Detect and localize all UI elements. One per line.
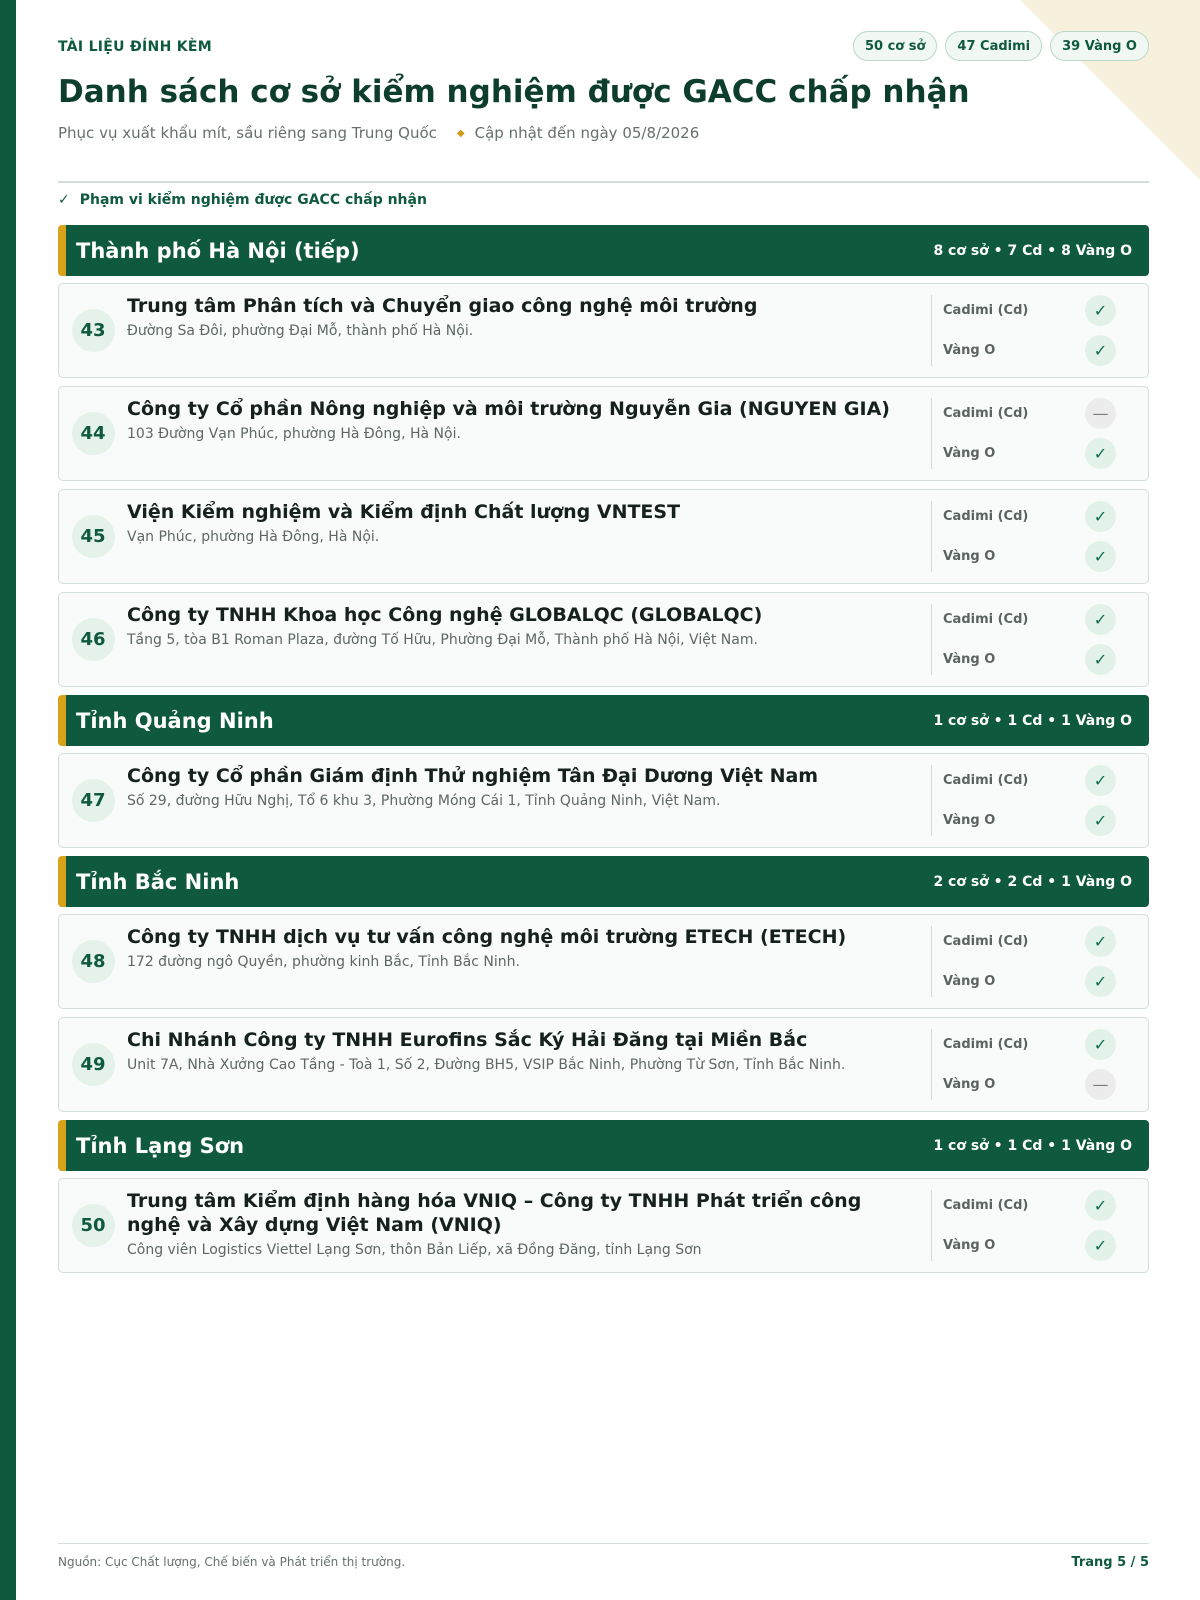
badge-total-labs: 50 cơ sở [853, 31, 937, 61]
region-header [58, 695, 1149, 746]
region-header [58, 225, 1149, 276]
lab-number-wrap [59, 1018, 127, 1111]
lab-card [58, 914, 1149, 1009]
check-icon: ✓ [1085, 1190, 1116, 1221]
scope-label: Vàng O [943, 652, 996, 667]
lab-address: Vạn Phúc, phường Hà Đông, Hà Nội. [127, 529, 380, 545]
lab-number-wrap [59, 915, 127, 1008]
lab-name: Công ty TNHH Khoa học Công nghệ GLOBALQC (GLOBALQC) [127, 604, 763, 626]
lab-name: Trung tâm Kiểm định hàng hóa VNIQ – Công ty TNHH Phát triển công nghệ và Xây dựng Việt Nam (VNIQ) [127, 1190, 862, 1236]
lab-name: Chi Nhánh Công ty TNHH Eurofins Sắc Ký Hải Đăng tại Miền Bắc [127, 1029, 808, 1051]
lab-number-badge: 46 [72, 618, 115, 661]
check-icon: ✓ [1085, 1230, 1116, 1261]
lab-number-wrap [59, 754, 127, 847]
left-accent-bar [0, 0, 16, 1600]
lab-number-badge: 45 [72, 515, 115, 558]
check-icon: ✓ [1085, 438, 1116, 469]
lab-card [58, 753, 1149, 848]
lab-card [58, 1017, 1149, 1112]
region-name: Tỉnh Lạng Sơn [76, 1133, 245, 1158]
check-icon: ✓ [1085, 926, 1116, 957]
lab-scopes [931, 765, 1148, 836]
lab-card [58, 386, 1149, 481]
lab-scopes [931, 1029, 1148, 1100]
scope-label: Cadimi (Cd) [943, 612, 1029, 627]
check-icon: ✓ [1085, 805, 1116, 836]
lab-info [127, 1018, 931, 1111]
header-divider [58, 181, 1149, 183]
scope-row-vang-o [943, 966, 1116, 997]
lab-number-badge: 47 [72, 779, 115, 822]
scope-label: Cadimi (Cd) [943, 773, 1029, 788]
lab-address: 172 đường ngô Quyền, phường kinh Bắc, Tỉnh Bắc Ninh. [127, 954, 520, 970]
check-icon: ✓ [1085, 1029, 1116, 1060]
scope-row-cadimi [943, 501, 1116, 532]
region-name: Tỉnh Quảng Ninh [76, 708, 274, 733]
lab-number-badge: 49 [72, 1043, 115, 1086]
subtitle-purpose: Phục vụ xuất khẩu mít, sầu riêng sang Trung Quốc [58, 124, 437, 142]
lab-name: Công ty Cổ phần Giám định Thử nghiệm Tân Đại Dương Việt Nam [127, 765, 819, 787]
region-stats: 8 cơ sở • 7 Cd • 8 Vàng O [933, 242, 1132, 259]
lab-number-wrap [59, 387, 127, 480]
region-header [58, 856, 1149, 907]
lab-name: Công ty Cổ phần Nông nghiệp và môi trường Nguyễn Gia (NGUYEN GIA) [127, 398, 890, 420]
scope-label: Cadimi (Cd) [943, 509, 1029, 524]
region-header [58, 1120, 1149, 1171]
lab-scopes [931, 604, 1148, 675]
region-stats: 1 cơ sở • 1 Cd • 1 Vàng O [933, 712, 1132, 729]
scope-row-vang-o [943, 335, 1116, 366]
check-icon: ✓ [1085, 765, 1116, 796]
lab-info [127, 754, 931, 847]
lab-card [58, 489, 1149, 584]
lab-scopes [931, 1190, 1148, 1261]
lab-address: Tầng 5, tòa B1 Roman Plaza, đường Tố Hữu, Phường Đại Mỗ, Thành phố Hà Nội, Việt Nam. [127, 632, 758, 648]
lab-address: Công viên Logistics Viettel Lạng Sơn, thôn Bản Liếp, xã Đồng Đăng, tỉnh Lạng Sơn [127, 1242, 702, 1258]
lab-name: Công ty TNHH dịch vụ tư vấn công nghệ môi trường ETECH (ETECH) [127, 926, 847, 948]
scope-row-vang-o [943, 438, 1116, 469]
lab-scopes [931, 501, 1148, 572]
lab-address: Số 29, đường Hữu Nghị, Tổ 6 khu 3, Phường Móng Cái 1, Tỉnh Quảng Ninh, Việt Nam. [127, 793, 721, 809]
scope-row-cadimi [943, 295, 1116, 326]
scope-row-vang-o [943, 1069, 1116, 1100]
summary-badges [853, 31, 1149, 61]
source-note: Nguồn: Cục Chất lượng, Chế biến và Phát triển thị trường. [58, 1555, 406, 1569]
scope-row-cadimi [943, 1029, 1116, 1060]
scope-label: Cadimi (Cd) [943, 934, 1029, 949]
lab-address: Unit 7A, Nhà Xưởng Cao Tầng - Toà 1, Số 2, Đường BH5, VSIP Bắc Ninh, Phường Từ Sơn, Tỉnh Bắc Ninh. [127, 1057, 846, 1073]
lab-info [127, 1179, 931, 1272]
badge-cadimi: 47 Cadimi [945, 31, 1042, 61]
lab-number-badge: 48 [72, 940, 115, 983]
check-icon: ✓ [1085, 295, 1116, 326]
lab-number-badge: 50 [72, 1204, 115, 1247]
lab-scopes [931, 926, 1148, 997]
scope-legend-label: Phạm vi kiểm nghiệm được GACC chấp nhận [79, 192, 427, 208]
scope-row-cadimi [943, 604, 1116, 635]
lab-name: Viện Kiểm nghiệm và Kiểm định Chất lượng VNTEST [127, 501, 681, 523]
check-icon: ✓ [1085, 604, 1116, 635]
page-number: Trang 5 / 5 [1071, 1555, 1149, 1570]
lab-name: Trung tâm Phân tích và Chuyển giao công nghệ môi trường [127, 295, 758, 317]
lab-number-wrap [59, 1179, 127, 1272]
document-page [58, 0, 1149, 1600]
lab-info [127, 915, 931, 1008]
scope-label: Cadimi (Cd) [943, 1037, 1029, 1052]
lab-number-wrap [59, 284, 127, 377]
scope-row-cadimi [943, 926, 1116, 957]
scope-row-cadimi [943, 765, 1116, 796]
dash-icon: — [1085, 398, 1116, 429]
scope-row-vang-o [943, 541, 1116, 572]
scope-row-vang-o [943, 644, 1116, 675]
scope-label: Cadimi (Cd) [943, 406, 1029, 421]
scope-label: Vàng O [943, 1077, 996, 1092]
scope-row-cadimi [943, 1190, 1116, 1221]
check-icon: ✓ [1085, 541, 1116, 572]
lab-number-badge: 44 [72, 412, 115, 455]
lab-card [58, 592, 1149, 687]
scope-label: Vàng O [943, 343, 996, 358]
lab-number-wrap [59, 593, 127, 686]
lab-scopes [931, 398, 1148, 469]
scope-label: Vàng O [943, 813, 996, 828]
check-icon: ✓ [1085, 501, 1116, 532]
lab-number-wrap [59, 490, 127, 583]
region-stats: 1 cơ sở • 1 Cd • 1 Vàng O [933, 1137, 1132, 1154]
scope-label: Cadimi (Cd) [943, 303, 1029, 318]
lab-list [58, 225, 1149, 1281]
lab-info [127, 490, 931, 583]
scope-row-cadimi [943, 398, 1116, 429]
scope-row-vang-o [943, 805, 1116, 836]
page-title: Danh sách cơ sở kiểm nghiệm được GACC chấp nhận [58, 74, 970, 110]
lab-number-badge: 43 [72, 309, 115, 352]
lab-address: Đường Sa Đôi, phường Đại Mỗ, thành phố Hà Nội. [127, 323, 474, 339]
lab-info [127, 387, 931, 480]
scope-label: Cadimi (Cd) [943, 1198, 1029, 1213]
region-stats: 2 cơ sở • 2 Cd • 1 Vàng O [933, 873, 1132, 890]
check-icon: ✓ [1085, 644, 1116, 675]
lab-card [58, 283, 1149, 378]
page-subtitle [58, 124, 699, 142]
scope-row-vang-o [943, 1230, 1116, 1261]
subtitle-updated: Cập nhật đến ngày 05/8/2026 [474, 124, 700, 142]
check-icon: ✓ [1085, 335, 1116, 366]
lab-address: 103 Đường Vạn Phúc, phường Hà Đông, Hà Nội. [127, 426, 461, 442]
badge-vang-o: 39 Vàng O [1050, 31, 1149, 61]
scope-label: Vàng O [943, 1238, 996, 1253]
lab-info [127, 593, 931, 686]
dash-icon: — [1085, 1069, 1116, 1100]
region-name: Tỉnh Bắc Ninh [76, 869, 240, 894]
diamond-icon: ◆ [456, 127, 465, 139]
region-name: Thành phố Hà Nội (tiếp) [76, 238, 360, 263]
scope-label: Vàng O [943, 446, 996, 461]
scope-label: Vàng O [943, 549, 996, 564]
scope-legend [58, 192, 427, 208]
check-icon: ✓ [58, 192, 70, 208]
lab-info [127, 284, 931, 377]
lab-card [58, 1178, 1149, 1273]
footer-divider [58, 1543, 1149, 1544]
lab-scopes [931, 295, 1148, 366]
scope-label: Vàng O [943, 974, 996, 989]
section-kicker: TÀI LIỆU ĐÍNH KÈM [58, 39, 213, 55]
check-icon: ✓ [1085, 966, 1116, 997]
